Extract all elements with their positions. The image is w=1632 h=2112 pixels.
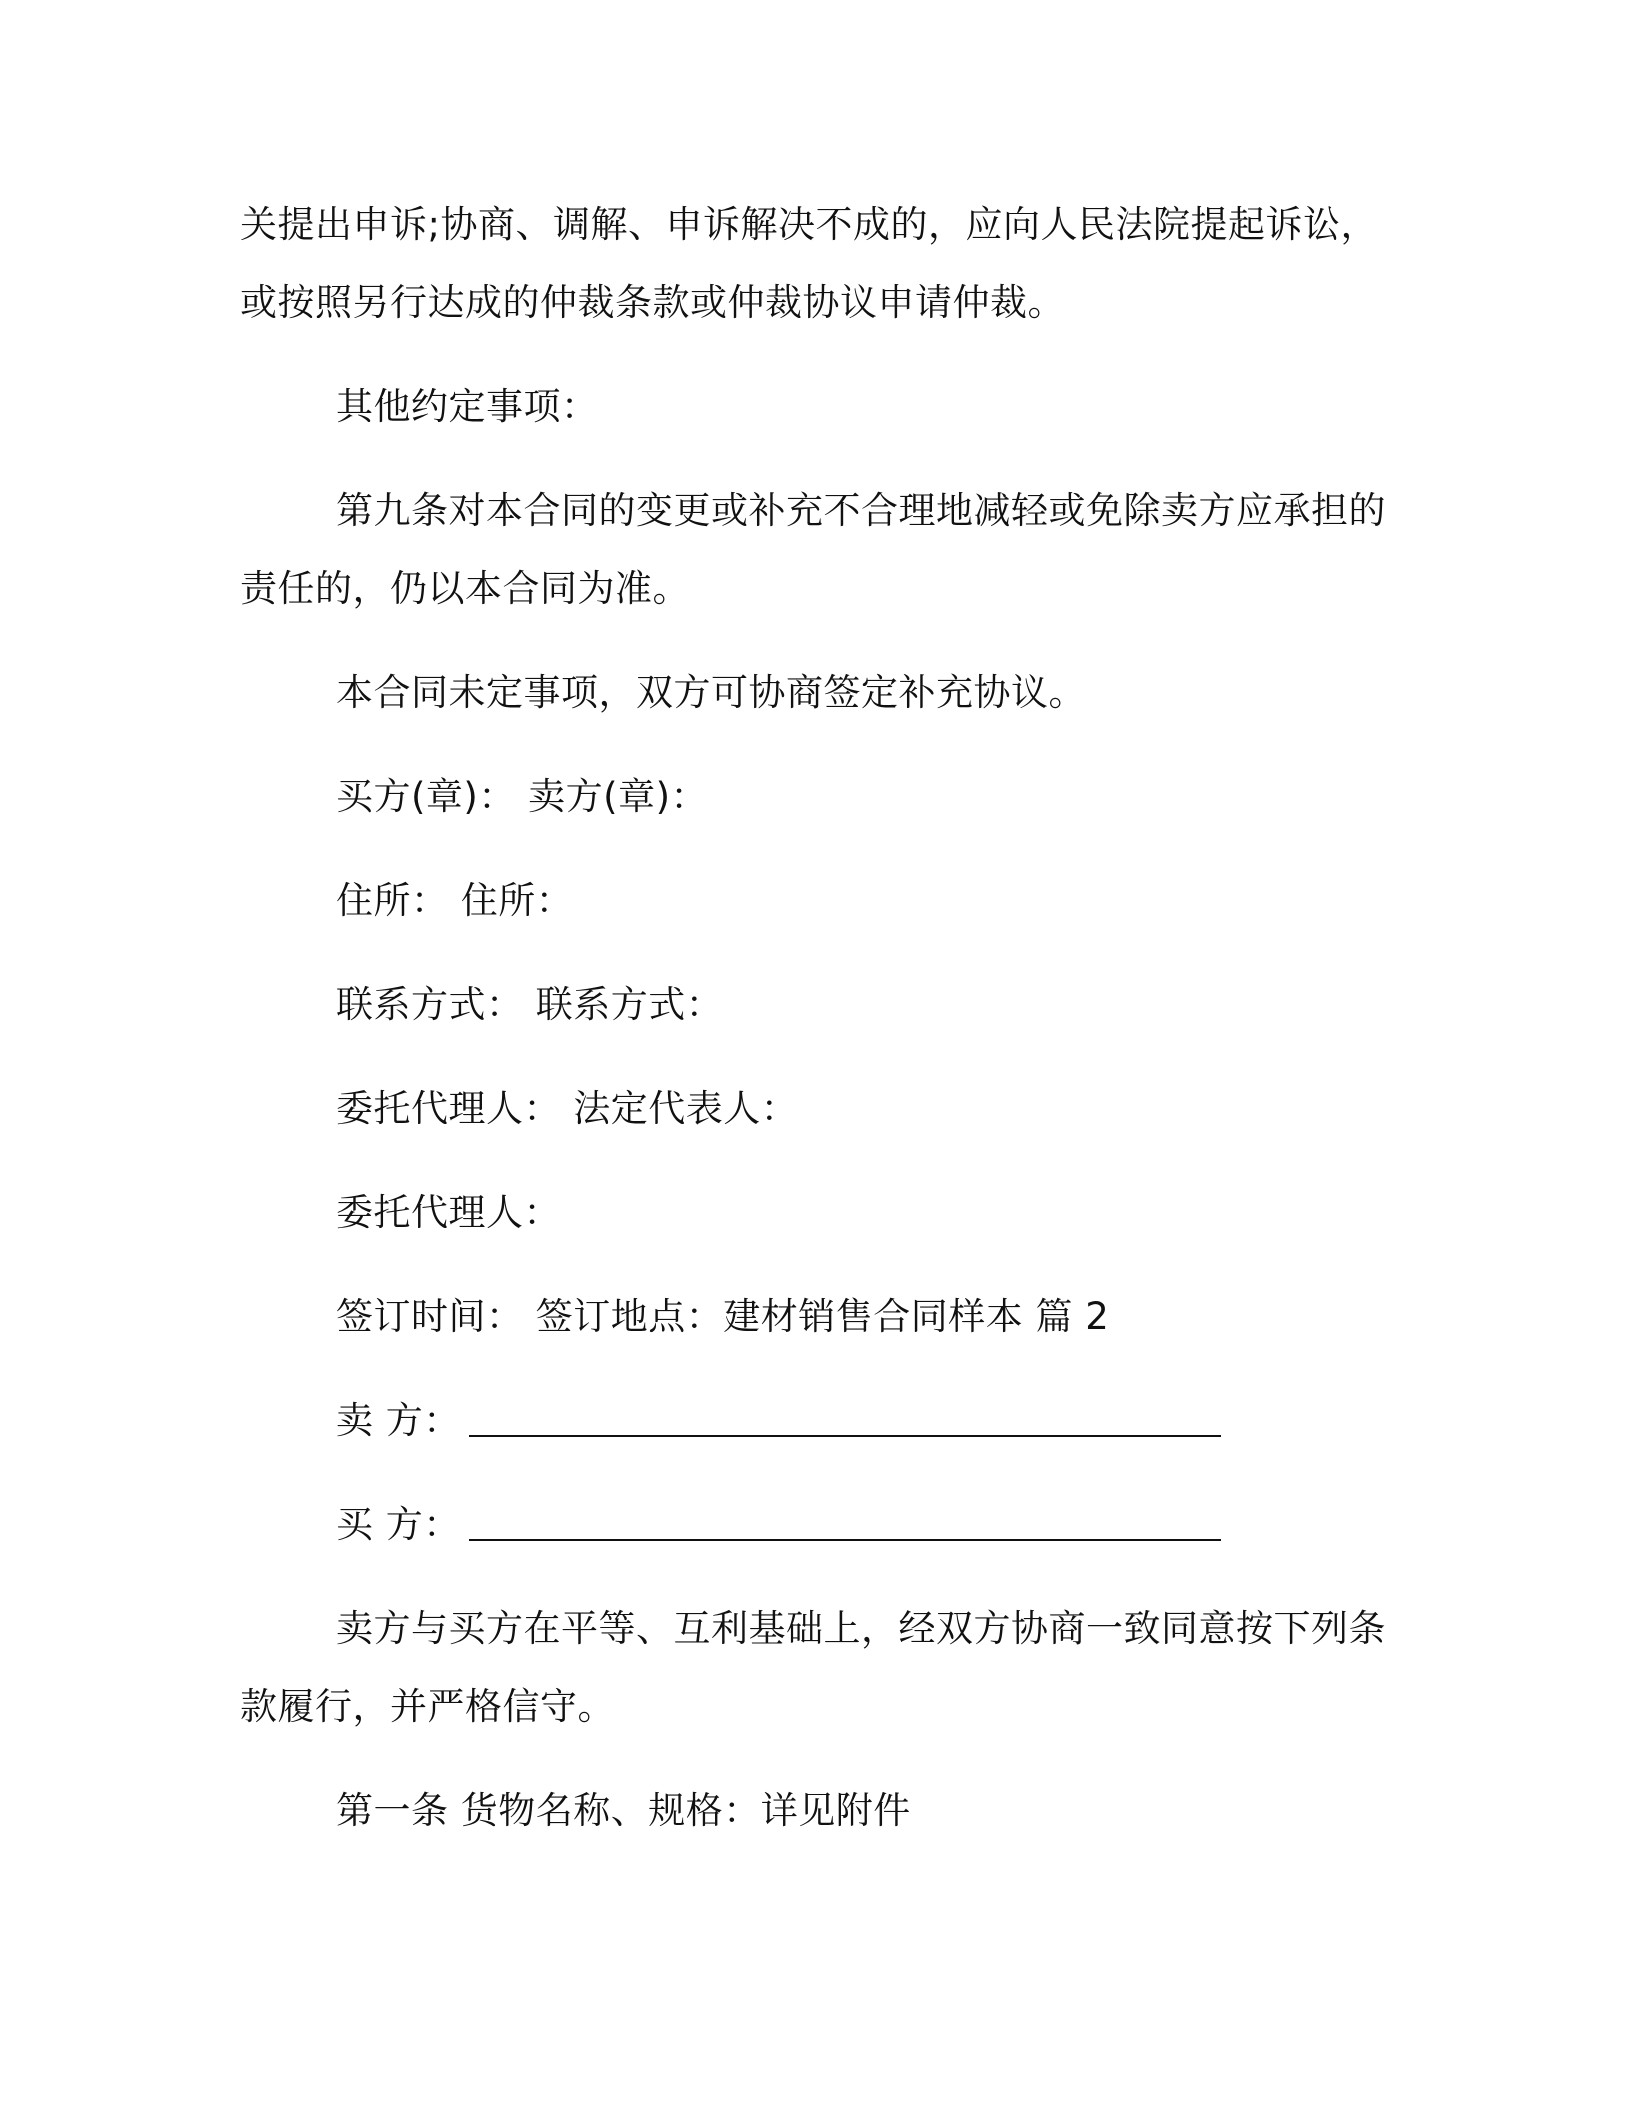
contact-line: 联系方式： 联系方式： (336, 983, 724, 1026)
document-body (240, 186, 1390, 1850)
buyer-field (240, 1486, 1390, 1564)
seller-field (240, 1382, 1390, 1460)
signature-seal-line: 买方(章)： 卖方(章)： (336, 775, 709, 818)
buyer-label: 买 方： (336, 1503, 461, 1546)
paragraph-article-nine: 第九条对本合同的变更或补充不合理地减轻或免除卖方应承担的责任的，仍以本合同为准。 (240, 489, 1386, 610)
address-line: 住所： 住所： (336, 879, 574, 922)
agent-line: 委托代理人： (336, 1191, 561, 1234)
paragraph-article-one: 第一条 货物名称、规格：详见附件 (336, 1789, 911, 1832)
buyer-blank-line (469, 1509, 1221, 1541)
paragraph-dispute-resolution: 关提出申诉;协商、调解、申诉解决不成的，应向人民法院提起诉讼，或按照另行达成的仲裁条款或仲裁协议申请仲裁。 (240, 203, 1378, 324)
paragraph-mutual-agreement: 卖方与买方在平等、互利基础上，经双方协商一致同意按下列条款履行，并严格信守。 (240, 1607, 1386, 1728)
agent-representative-line: 委托代理人： 法定代表人： (336, 1087, 799, 1130)
date-place-title-line: 签订时间： 签订地点：建材销售合同样本 篇 2 (336, 1295, 1110, 1338)
seller-label: 卖 方： (336, 1399, 461, 1442)
paragraph-other-terms-heading: 其他约定事项： (336, 385, 599, 428)
seller-blank-line (469, 1405, 1221, 1437)
paragraph-supplementary-agreement: 本合同未定事项，双方可协商签定补充协议。 (336, 671, 1086, 714)
